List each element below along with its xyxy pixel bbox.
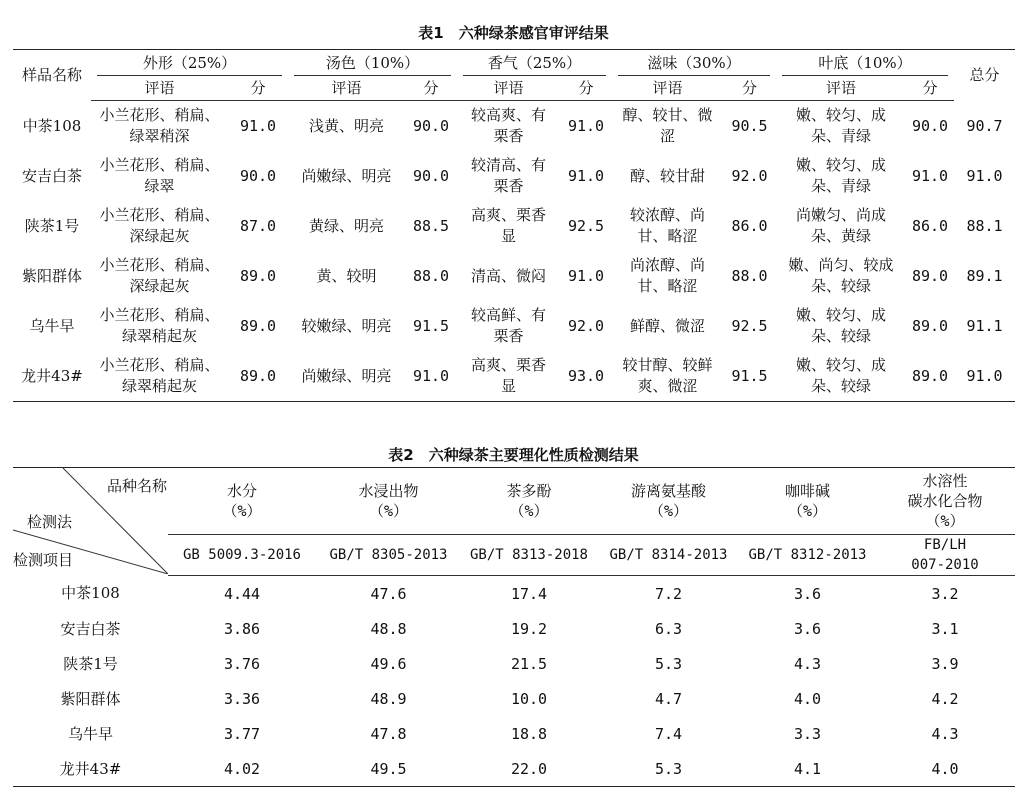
comment-cell: 高爽、栗香显	[470, 356, 546, 395]
score-cell: 91.0	[567, 117, 605, 135]
score-cell: 89.0	[911, 267, 949, 285]
sample-name: 陕茶1号	[24, 217, 80, 235]
comment-cell: 黄绿、明亮	[308, 216, 384, 235]
table-row	[13, 301, 1015, 351]
comment-cell: 黄、较明	[316, 266, 377, 285]
total-score-cell: 91.1	[966, 317, 1003, 335]
table-row	[13, 716, 1015, 751]
value-cell: 7.2	[654, 584, 683, 603]
corner-variety-label: 品种名称	[107, 477, 168, 495]
table-row	[13, 151, 1015, 201]
score-cell: 91.5	[731, 367, 768, 385]
value-cell: 47.8	[370, 724, 407, 743]
value-cell: 3.36	[223, 689, 261, 708]
value-cell: 3.77	[223, 724, 261, 743]
total-score-cell: 88.1	[966, 217, 1003, 235]
sample-name: 中茶108	[22, 116, 82, 135]
method-amino-acids: GB/T 8314-2013	[597, 535, 740, 576]
method-water-extract: GB/T 8305-2013	[316, 535, 461, 576]
table2-caption: 表2 六种绿茶主要理化性质检测结果	[388, 446, 639, 464]
table-row	[13, 251, 1015, 301]
comment-cell: 小兰花形、稍扁、绿翠稍起灰	[99, 356, 220, 395]
physicochemical-table	[13, 467, 1015, 787]
variety-name: 陕茶1号	[63, 654, 118, 673]
total-score-cell: 91.0	[966, 367, 1003, 385]
value-cell: 21.5	[510, 654, 548, 673]
header-total: 总分	[969, 66, 1000, 85]
header-group-liquor: 汤色（10%）	[288, 50, 457, 77]
value-cell: 48.8	[370, 619, 407, 638]
comment-cell: 尚嫩绿、明亮	[301, 366, 392, 385]
comment-cell: 小兰花形、稍扁、绿翠	[99, 156, 220, 195]
comment-cell: 较高爽、有栗香	[470, 106, 546, 145]
header-comment: 评语	[776, 76, 906, 101]
header-group-shape: 外形（25%）	[91, 50, 288, 77]
comment-cell: 小兰花形、稍扁、深绿起灰	[99, 256, 220, 295]
score-cell: 88.0	[731, 267, 768, 285]
value-cell: 4.7	[654, 689, 683, 708]
corner-method-label: 检测法	[27, 513, 73, 531]
score-cell: 86.0	[911, 217, 949, 235]
score-cell: 91.0	[412, 367, 450, 385]
value-cell: 3.86	[223, 619, 261, 638]
score-cell: 93.0	[567, 367, 605, 385]
score-cell: 87.0	[239, 217, 277, 235]
value-cell: 19.2	[510, 619, 548, 638]
variety-name: 乌牛早	[67, 724, 113, 743]
comment-cell: 小兰花形、稍扁、绿翠稍起灰	[99, 306, 220, 345]
header-group-leaf: 叶底（10%）	[776, 50, 954, 77]
value-cell: 3.76	[223, 654, 261, 673]
header-score: 分	[723, 76, 776, 101]
header-score: 分	[405, 76, 457, 101]
score-cell: 90.0	[911, 117, 949, 135]
comment-cell: 鲜醇、微涩	[629, 316, 705, 335]
value-cell: 22.0	[510, 759, 548, 778]
sample-name: 乌牛早	[29, 317, 75, 335]
table-row	[13, 201, 1015, 251]
variety-name: 龙井43#	[59, 759, 122, 778]
comment-cell: 嫩、较匀、成朵、较绿	[795, 306, 886, 345]
col-header-water-extract: 水浸出物 （%）	[358, 482, 419, 520]
header-score: 分	[560, 76, 612, 101]
header-score: 分	[906, 76, 954, 101]
score-cell: 91.0	[567, 267, 605, 285]
header-score: 分	[228, 76, 288, 101]
value-cell: 48.9	[370, 689, 407, 708]
score-cell: 92.0	[567, 317, 605, 335]
value-cell: 3.6	[793, 619, 822, 638]
header-comment: 评语	[91, 76, 228, 101]
value-cell: 3.9	[931, 654, 959, 673]
value-cell: 4.0	[793, 689, 822, 708]
value-cell: 3.1	[931, 619, 959, 638]
col-header-moisture: 水分 （%）	[222, 482, 262, 520]
comment-cell: 较甘醇、较鲜爽、微涩	[622, 356, 713, 395]
header-comment: 评语	[288, 76, 405, 101]
sample-name: 安吉白茶	[21, 167, 82, 185]
header-comment: 评语	[612, 76, 723, 101]
value-cell: 18.8	[510, 724, 548, 743]
value-cell: 3.2	[931, 584, 959, 603]
value-cell: 3.3	[793, 724, 822, 743]
method-carbohydrates: FB/LH 007-2010	[875, 535, 1015, 576]
col-header-amino-acids: 游离氨基酸 （%）	[630, 482, 706, 520]
score-cell: 86.0	[731, 217, 768, 235]
header-sample-name: 样品名称	[21, 66, 82, 85]
score-cell: 92.5	[567, 217, 605, 235]
comment-cell: 醇、较甘甜	[629, 166, 705, 185]
table-row	[13, 351, 1015, 402]
comment-cell: 嫩、尚匀、较成朵、较绿	[788, 256, 894, 295]
value-cell: 4.3	[793, 654, 822, 673]
comment-cell: 嫩、较匀、成朵、较绿	[795, 356, 886, 395]
value-cell: 4.2	[931, 689, 959, 708]
comment-cell: 嫩、较匀、成朵、青绿	[795, 156, 886, 195]
comment-cell: 尚嫩绿、明亮	[301, 166, 392, 185]
score-cell: 91.0	[911, 167, 949, 185]
value-cell: 17.4	[510, 584, 548, 603]
comment-cell: 尚浓醇、尚甘、略涩	[629, 256, 705, 295]
col-header-polyphenols: 茶多酚 （%）	[506, 482, 552, 520]
comment-cell: 嫩、较匀、成朵、青绿	[795, 106, 886, 145]
sensory-evaluation-table	[13, 49, 1015, 402]
score-cell: 90.0	[412, 117, 450, 135]
total-score-cell: 89.1	[966, 267, 1003, 285]
value-cell: 6.3	[654, 619, 683, 638]
sample-name: 紫阳群体	[21, 267, 82, 285]
score-cell: 90.0	[239, 167, 277, 185]
score-cell: 92.0	[731, 167, 768, 185]
score-cell: 92.5	[731, 317, 768, 335]
corner-header	[13, 468, 168, 576]
header-comment: 评语	[457, 76, 560, 101]
comment-cell: 清高、微闷	[470, 266, 546, 285]
comment-cell: 尚嫩匀、尚成朵、黄绿	[795, 206, 886, 245]
sample-name: 龙井43#	[21, 367, 83, 385]
col-header-caffeine: 咖啡碱 （%）	[784, 482, 830, 520]
comment-cell: 高爽、栗香显	[470, 206, 546, 245]
value-cell: 5.3	[654, 654, 683, 673]
total-score-cell: 90.7	[966, 116, 1003, 135]
score-cell: 90.0	[412, 167, 450, 185]
value-cell: 49.6	[370, 654, 407, 673]
score-cell: 88.0	[412, 267, 450, 285]
header-group-aroma: 香气（25%）	[457, 50, 612, 77]
comment-cell: 浅黄、明亮	[308, 116, 384, 135]
value-cell: 4.3	[931, 724, 959, 743]
value-cell: 5.3	[654, 759, 683, 778]
score-cell: 91.5	[412, 317, 450, 335]
score-cell: 90.5	[731, 117, 768, 135]
method-caffeine: GB/T 8312-2013	[740, 535, 875, 576]
score-cell: 91.0	[567, 167, 605, 185]
total-score-cell: 91.0	[966, 167, 1003, 185]
table-row	[13, 576, 1015, 612]
value-cell: 10.0	[510, 689, 548, 708]
value-cell: 7.4	[654, 724, 683, 743]
value-cell: 4.1	[793, 759, 822, 778]
variety-name: 安吉白茶	[60, 619, 121, 638]
score-cell: 89.0	[239, 317, 277, 335]
score-cell: 89.0	[239, 267, 277, 285]
method-moisture: GB 5009.3-2016	[168, 535, 316, 576]
table1-caption: 表1 六种绿茶感官审评结果	[418, 24, 609, 42]
score-cell: 88.5	[412, 217, 450, 235]
value-cell: 47.6	[370, 584, 407, 603]
table-row	[13, 681, 1015, 716]
variety-name: 中茶108	[61, 584, 120, 603]
corner-item-label: 检测项目	[13, 551, 74, 569]
score-cell: 89.0	[911, 317, 949, 335]
comment-cell: 较嫩绿、明亮	[301, 316, 392, 335]
method-polyphenols: GB/T 8313-2018	[461, 535, 597, 576]
col-header-carbohydrates: 水溶性 碳水化合物 （%）	[907, 472, 983, 530]
comment-cell: 小兰花形、稍扁、深绿起灰	[99, 206, 220, 245]
score-cell: 91.0	[239, 117, 277, 135]
comment-cell: 较浓醇、尚甘、略涩	[629, 206, 705, 245]
header-group-taste: 滋味（30%）	[612, 50, 776, 77]
comment-cell: 较高鲜、有栗香	[470, 306, 546, 345]
table-row	[13, 611, 1015, 646]
value-cell: 4.0	[931, 759, 959, 778]
table-row	[13, 646, 1015, 681]
table-row	[13, 751, 1015, 787]
score-cell: 89.0	[911, 367, 949, 385]
value-cell: 3.6	[793, 584, 822, 603]
comment-cell: 小兰花形、稍扁、绿翠稍深	[99, 106, 220, 145]
variety-name: 紫阳群体	[60, 689, 121, 708]
value-cell: 4.44	[223, 584, 261, 603]
score-cell: 89.0	[239, 367, 277, 385]
table-row	[13, 101, 1015, 152]
value-cell: 49.5	[370, 759, 407, 778]
comment-cell: 较清高、有栗香	[470, 156, 546, 195]
value-cell: 4.02	[223, 759, 261, 778]
comment-cell: 醇、较甘、微涩	[622, 106, 713, 145]
